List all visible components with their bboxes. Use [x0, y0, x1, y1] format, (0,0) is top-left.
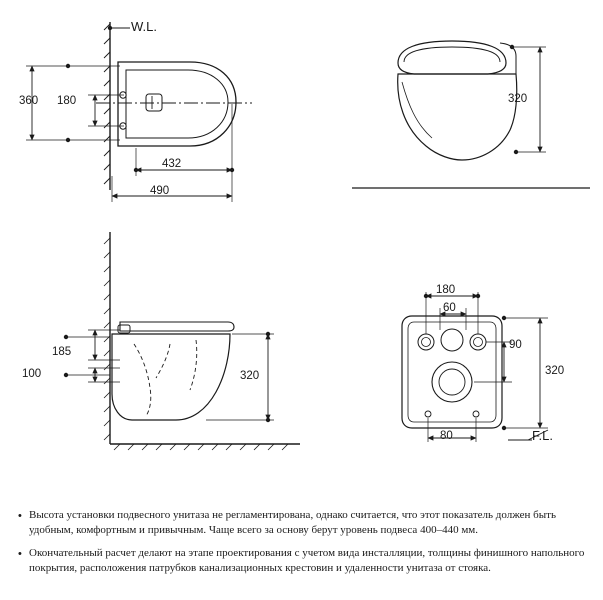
label-floor-line: F.L.: [532, 428, 553, 443]
bullet-icon: •: [18, 510, 22, 522]
label-side-100: 100: [22, 368, 42, 380]
note-text: Окончательный расчет делают на этапе проектирования с учетом вида инсталляции, толщины финишного напольного покрытия, расположения патрубков канализационных крестовин и удаленности унитаза от стояка.: [29, 547, 585, 574]
bullet-icon: •: [18, 548, 22, 560]
label-rear-320: 320: [545, 365, 565, 377]
label-rear-60: 60: [443, 302, 456, 314]
label-plan-180: 180: [57, 95, 77, 107]
label-water-line: W.L.: [131, 19, 158, 34]
note-item: [18, 508, 590, 537]
label-side-185: 185: [52, 346, 72, 358]
note-text: Высота установки подвесного унитаза не регламентирована, однако считается, что этот показатель должен быть удобным, комфортным и привычным. Чаще всего за основу берут уровень подвеса 400–440 мм.: [29, 509, 556, 536]
label-side-320: 320: [240, 370, 260, 382]
label-front-320: 320: [508, 93, 528, 105]
notes-list: [18, 508, 590, 584]
label-rear-180: 180: [436, 284, 456, 296]
label-plan-360: 360: [19, 95, 39, 107]
note-item: [18, 546, 590, 575]
label-rear-80: 80: [440, 430, 453, 442]
label-plan-432: 432: [162, 158, 182, 170]
label-rear-90: 90: [509, 339, 522, 351]
label-plan-490: 490: [150, 185, 170, 197]
